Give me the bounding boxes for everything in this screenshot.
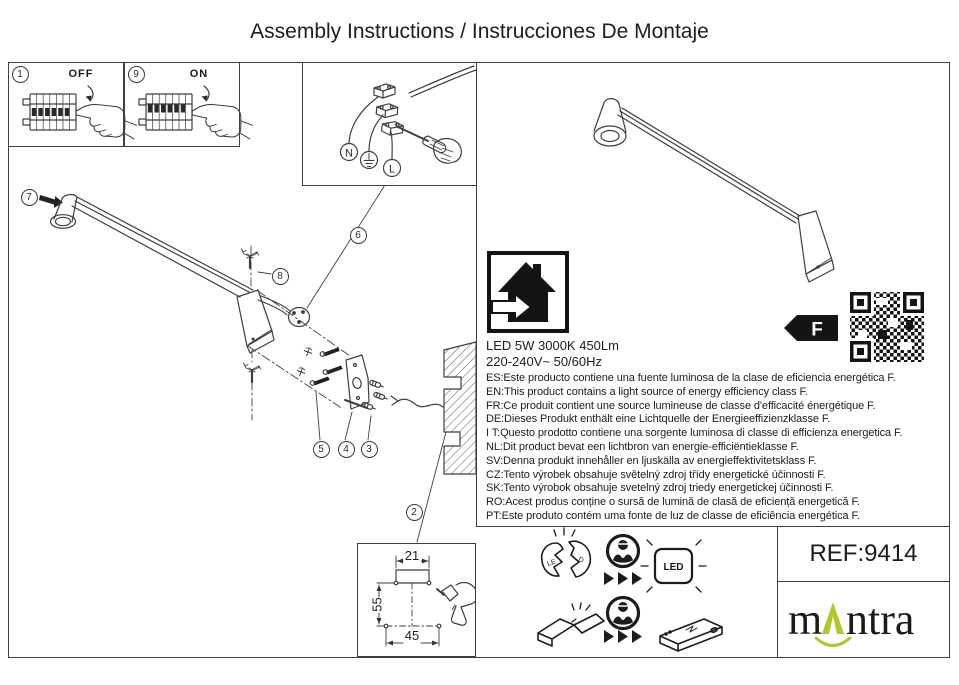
power-spec: 220-240V~ 50/60Hz: [486, 354, 603, 369]
service-icons: [476, 526, 777, 658]
on-label: ON: [189, 68, 209, 80]
energy-line: PT:Este produto contém uma fonte de luz de classe de eficiência energética F.: [486, 509, 860, 522]
energy-line: SK:Tento výrobok obsahuje svetelný zdroj triedy energetickej účinnosti F.: [486, 482, 834, 495]
replace-arrows-icon: [604, 572, 642, 585]
led-label: LED: [663, 562, 684, 573]
drill-template-art: [377, 556, 477, 646]
energy-class-arrow: [784, 313, 840, 343]
brand-logo: [788, 592, 938, 652]
energy-line: RO:Acest produs conține o sursă de lumină de clasă de eficiență energetică F.: [486, 496, 860, 509]
brand-suffix: ntra: [846, 595, 915, 644]
step-label-3: 3: [361, 441, 378, 458]
step-label-7: 7: [21, 189, 38, 206]
dim-height: 55: [369, 597, 385, 612]
service-person-icon: [608, 536, 639, 567]
dim-width-bottom: 45: [404, 628, 420, 643]
step-label-4: 4: [338, 441, 355, 458]
main-diagram: [8, 62, 476, 658]
wiring-art: [341, 66, 477, 177]
energy-line: SV:Denna produkt innehåller en ljuskälla av energieffektivitetsklass F.: [486, 454, 817, 467]
brand-caret-icon: [822, 602, 844, 634]
dim-width-top: 21: [404, 548, 420, 563]
broken-led-icon: [542, 528, 591, 577]
energy-statements: [486, 372, 902, 524]
energy-line: NL:Dit product bevat een lichtbron van energie-efficiëntieklasse F.: [486, 440, 799, 453]
replace-arrows-icon: [604, 630, 642, 643]
wire-live-label: L: [388, 163, 396, 176]
step-label-8: 8: [272, 268, 289, 285]
step-label-1: 1: [12, 66, 29, 83]
step-label-5: 5: [313, 441, 330, 458]
led-source-icon: [641, 540, 706, 592]
energy-line: DE:Dieses Produkt enthält eine Lichtquelle der Energieeffizienzklasse F.: [486, 413, 831, 426]
step-label-9: 9: [128, 66, 145, 83]
qr-code: [848, 290, 926, 364]
step-label-2: 2: [406, 504, 423, 521]
product-illustration: [560, 70, 860, 290]
wire-neutral-label: N: [345, 147, 353, 160]
broken-driver-icon: [538, 603, 604, 646]
energy-line: EN:This product contains a light source of energy efficiency class F.: [486, 385, 808, 398]
step-label-6: 6: [350, 227, 367, 244]
energy-line: CZ:Tento výrobek obsahuje světelný zdroj třídy energetické účinnosti F.: [486, 468, 826, 481]
energy-line: ES:Este producto contiene una fuente luminosa de la clase de eficiencia energética F.: [486, 372, 896, 384]
driver-box-icon: [660, 619, 722, 651]
broken-led-left-label: LE: [546, 558, 557, 568]
energy-class-letter: F: [811, 319, 823, 341]
divider-horizontal-ref: [777, 581, 950, 582]
page-title: Assembly Instructions / Instrucciones De Montaje: [250, 20, 709, 43]
mounting-hardware-art: [248, 291, 476, 542]
exploded-lamp-art: [39, 187, 384, 421]
brand-prefix: m: [788, 595, 823, 644]
breaker-on-art: [139, 86, 253, 139]
energy-line: I T:Questo prodotto contiene una sorgente luminosa di classe di efficienza energetica F.: [486, 427, 903, 440]
reference-number: REF:9414: [809, 540, 918, 567]
lamp-spec: LED 5W 3000K 450Lm: [486, 338, 619, 353]
energy-line: FR:Ce produit contient une source lumineuse de classe d'efficacité énergétique F.: [486, 399, 876, 412]
breaker-off-art: [23, 86, 137, 139]
broken-led-right-label: D: [577, 556, 585, 565]
divider-vertical-main: [476, 186, 477, 526]
indoor-use-icon: [486, 250, 570, 334]
off-label: OFF: [68, 68, 94, 80]
service-person-icon: [608, 598, 639, 629]
